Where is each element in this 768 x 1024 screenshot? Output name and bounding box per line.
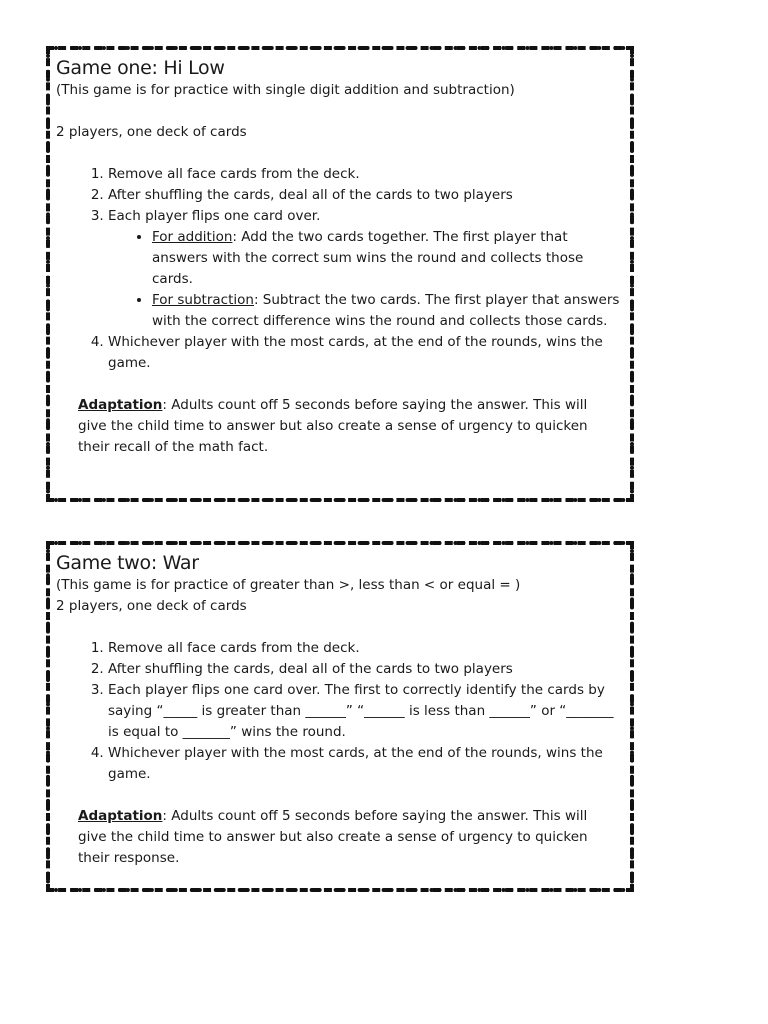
game-two-note: (This game is for practice of greater than >, less than < or equal = ) (56, 577, 521, 593)
subtraction-label: For subtraction (152, 292, 254, 308)
subtraction-rule (152, 290, 622, 332)
addition-label: For addition (152, 229, 233, 245)
game-one-card (46, 46, 634, 502)
game-one-adaptation (78, 395, 622, 458)
list-item: 2. After shuffling the cards, deal all of the cards to two players (108, 185, 622, 206)
addition-text: : Add the two cards together. The first player that answers with the correct sum wins the round and collects those cards. (152, 229, 584, 287)
list-item: 2. After shuffling the cards, deal all of the cards to two players (108, 659, 622, 680)
list-item (108, 206, 622, 332)
game-one-title: Game one: Hi Low (56, 57, 225, 79)
adaptation-label: Adaptation (78, 808, 163, 824)
list-item: 3. Each player flips one card over. The first to correctly identify the cards by saying “_____ is greater than ______” “______ is less than ______” or “_______ is equal to _______” wins the round. (108, 680, 622, 743)
list-item: 1. Remove all face cards from the deck. (108, 638, 622, 659)
game-one-players: 2 players, one deck of cards (56, 124, 247, 140)
list-item: 1. Remove all face cards from the deck. (108, 164, 622, 185)
list-item: 4. Whichever player with the most cards, at the end of the rounds, wins the game. (108, 332, 622, 374)
game-two-title: Game two: War (56, 552, 199, 574)
adaptation-label: Adaptation (78, 397, 163, 413)
game-two-card (46, 541, 634, 892)
step-text: Each player flips one card over. (108, 208, 321, 224)
game-two-steps (56, 638, 622, 785)
subtraction-text: : Subtract the two cards. The first player that answers with the correct difference wins the round and collects those cards. (152, 292, 620, 329)
adaptation-text: : Adults count off 5 seconds before saying the answer. This will give the child time to answer but also create a sense of urgency to quicken their response. (78, 808, 588, 866)
game-two-adaptation (78, 806, 622, 869)
addition-rule (152, 227, 622, 290)
adaptation-text: : Adults count off 5 seconds before saying the answer. This will give the child time to answer but also create a sense of urgency to quicken their recall of the math fact. (78, 397, 588, 455)
game-one-steps (56, 164, 622, 374)
list-item: 4. Whichever player with the most cards, at the end of the rounds, wins the game. (108, 743, 622, 785)
game-one-note: (This game is for practice with single digit addition and subtraction) (56, 82, 515, 98)
game-two-players: 2 players, one deck of cards (56, 598, 247, 614)
sub-rules (108, 227, 622, 332)
